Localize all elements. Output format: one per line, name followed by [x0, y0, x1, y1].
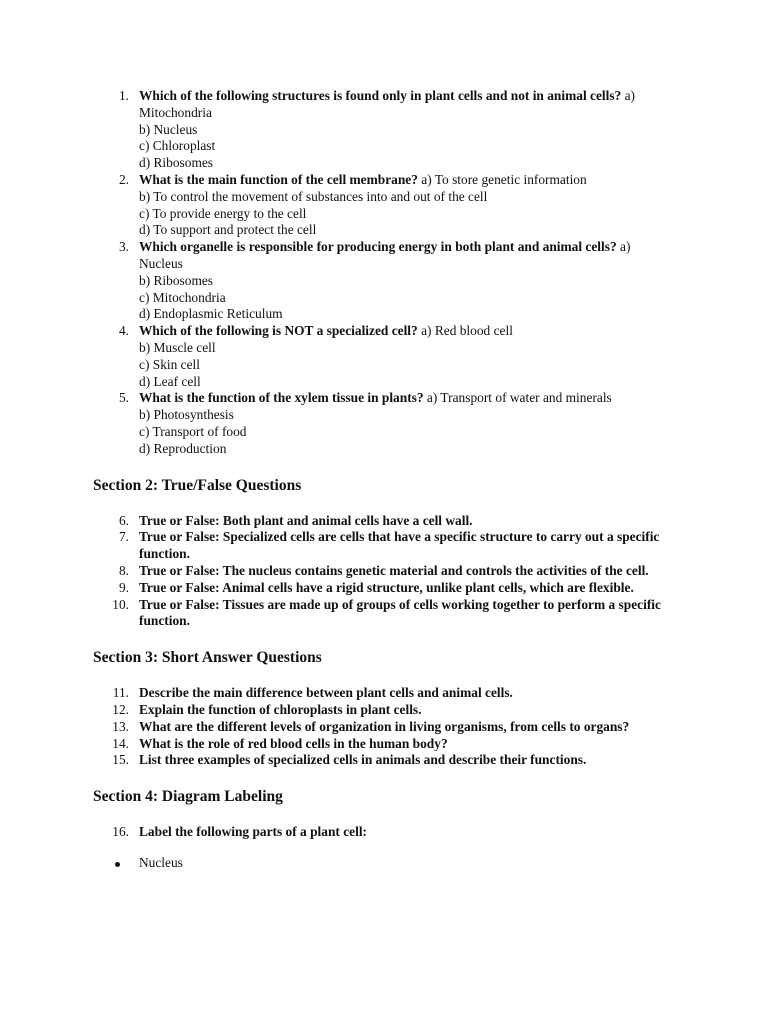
- option-b: b) Muscle cell: [139, 339, 216, 355]
- option-c: c) Transport of food: [139, 423, 247, 439]
- question-14: [93, 736, 676, 753]
- list-item: [93, 855, 676, 872]
- question-text: What is the main function of the cell membrane?: [139, 171, 418, 187]
- question-text: True or False: Tissues are made up of groups of cells working together to perform a specific function.: [139, 596, 661, 629]
- option-a: a) To store genetic information: [417, 171, 587, 187]
- question-4: [93, 323, 676, 390]
- question-number: 1.: [118, 88, 129, 103]
- question-text: What are the different levels of organization in living organisms, from cells to organs?: [139, 718, 630, 734]
- section-2-heading: Section 2: True/False Questions: [93, 476, 302, 494]
- section-4-heading: Section 4: Diagram Labeling: [93, 788, 283, 806]
- question-number: 5.: [118, 390, 129, 406]
- section-3-heading: Section 3: Short Answer Questions: [93, 649, 322, 667]
- question-number: 13.: [112, 718, 129, 734]
- question-10: [93, 597, 676, 631]
- multiple-choice-list: [93, 88, 676, 458]
- option-d: d) Endoplasmic Reticulum: [139, 306, 283, 322]
- question-text: Describe the main difference between plant cells and animal cells.: [139, 685, 513, 701]
- option-b: b) To control the movement of substances into and out of the cell: [139, 188, 488, 204]
- question-text: What is the role of red blood cells in the human body?: [139, 735, 448, 751]
- option-a: a) Transport of water and minerals: [423, 390, 612, 406]
- bullet-text: Nucleus: [139, 854, 183, 870]
- option-b: b) Ribosomes: [139, 272, 214, 288]
- option-a: a) Mitochondria: [139, 88, 636, 120]
- option-b: b) Photosynthesis: [139, 407, 234, 423]
- option-c: c) Skin cell: [139, 356, 200, 372]
- question-text: Which of the following is NOT a specialized cell?: [139, 323, 418, 339]
- true-false-list: [93, 513, 676, 631]
- question-12: [93, 702, 676, 719]
- question-number: 12.: [112, 701, 129, 717]
- question-3: [93, 239, 676, 323]
- option-d: d) Ribosomes: [139, 155, 214, 171]
- question-number: 3.: [118, 239, 129, 255]
- question-number: 16.: [112, 824, 129, 840]
- question-9: [93, 580, 676, 597]
- question-text: Label the following parts of a plant cell:: [139, 824, 368, 840]
- question-number: 10.: [112, 596, 129, 612]
- option-a: a) Nucleus: [139, 239, 631, 271]
- option-c: c) Mitochondria: [139, 289, 226, 305]
- question-5: [93, 390, 676, 457]
- option-d: d) Leaf cell: [139, 373, 201, 389]
- diagram-labeling-list: [93, 824, 676, 841]
- option-c: c) To provide energy to the cell: [139, 205, 307, 221]
- question-13: [93, 719, 676, 736]
- question-2: [93, 172, 676, 239]
- question-number: 2.: [118, 171, 129, 187]
- question-text: True or False: The nucleus contains genetic material and controls the activities of the cell.: [139, 562, 649, 578]
- question-number: 11.: [112, 685, 129, 701]
- question-text: Which organelle is responsible for producing energy in both plant and animal cells?: [139, 239, 617, 255]
- label-bullet-list: [93, 855, 676, 872]
- question-number: 4.: [118, 323, 129, 339]
- question-number: 8.: [118, 562, 129, 578]
- question-11: [93, 685, 676, 702]
- question-15: [93, 752, 676, 769]
- question-text: True or False: Animal cells have a rigid structure, unlike plant cells, which are flexible.: [139, 579, 634, 595]
- question-number: 9.: [118, 579, 129, 595]
- question-text: True or False: Specialized cells are cells that have a specific structure to carry out a specific function.: [139, 529, 660, 562]
- question-number: 14.: [112, 735, 129, 751]
- question-text: List three examples of specialized cells in animals and describe their functions.: [139, 752, 587, 768]
- option-a: a) Red blood cell: [417, 323, 513, 339]
- question-text: Explain the function of chloroplasts in plant cells.: [139, 701, 422, 717]
- question-text: Which of the following structures is found only in plant cells and not in animal cells?: [139, 88, 622, 103]
- question-6: [93, 513, 676, 530]
- question-number: 6.: [118, 512, 129, 528]
- option-d: d) Reproduction: [139, 440, 227, 456]
- option-c: c) Chloroplast: [139, 138, 216, 154]
- question-1: [93, 88, 676, 172]
- question-number: 15.: [112, 752, 129, 768]
- option-b: b) Nucleus: [139, 121, 198, 137]
- option-d: d) To support and protect the cell: [139, 222, 317, 238]
- question-16: [93, 824, 676, 841]
- question-number: 7.: [118, 529, 129, 545]
- question-text: What is the function of the xylem tissue in plants?: [139, 390, 424, 406]
- bullet-icon: [115, 862, 120, 867]
- question-text: True or False: Both plant and animal cells have a cell wall.: [139, 512, 473, 528]
- question-8: [93, 563, 676, 580]
- question-7: [93, 529, 676, 563]
- short-answer-list: [93, 685, 676, 769]
